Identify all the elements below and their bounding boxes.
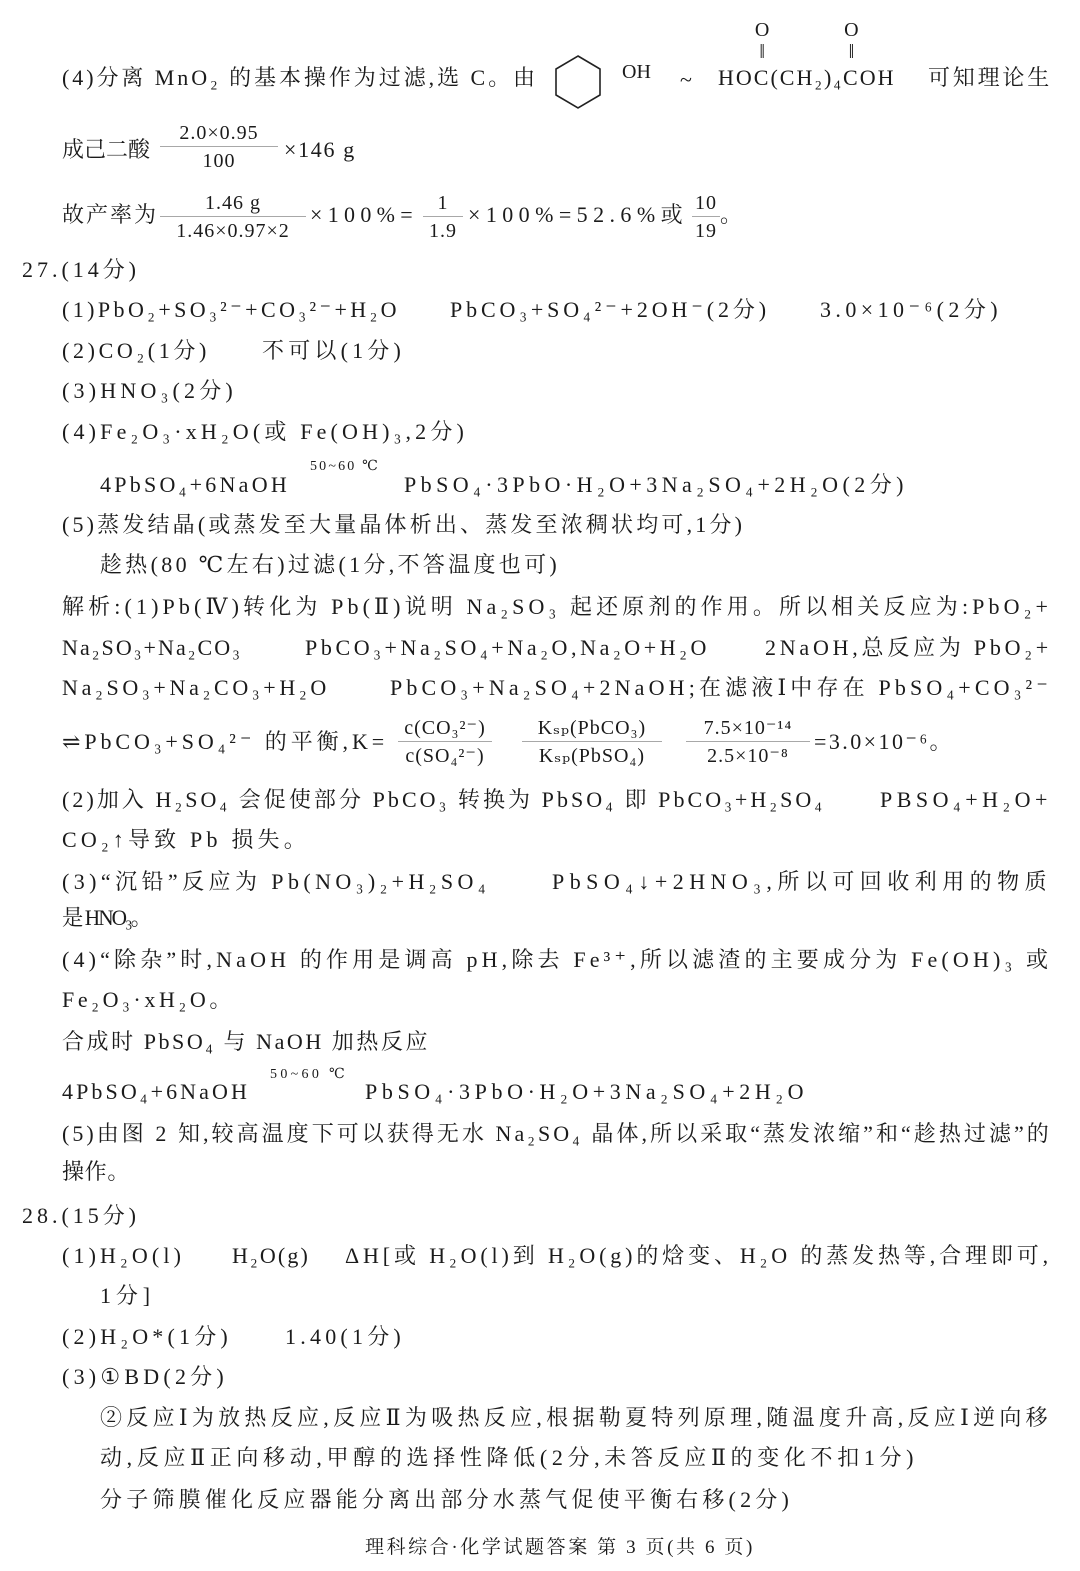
analysis-eq-right: PbSO₄·3PbO·H₂O+3Na₂SO₄+2H₂O (365, 1079, 809, 1104)
page-footer: 理科综合·化学试题答案 第 3 页(共 6 页) (365, 1537, 755, 1558)
carbonyl-carbon-left (753, 19, 771, 90)
q28-a2-species: (2)H₂O*(1分) (62, 1324, 232, 1349)
fraction-denominator: 1.9 (429, 220, 457, 242)
q26-line1-lead: (4)分离 MnO₂ 的基本操作为过滤,选 C。由 (62, 65, 538, 90)
q28-a1-note: ΔH[或 H₂O(l)到 H₂O(g)的焓变、H₂O 的蒸发热等,合理即可, (345, 1243, 1053, 1268)
q28-a3-2-line3: 分子筛膜催化反应器能分离出部分水蒸气促使平衡右移(2分) (100, 1487, 793, 1512)
q27-heading: 27.(14分) (22, 257, 140, 282)
fraction-denominator: 100 (202, 150, 236, 172)
q26-line1-tail: 可知理论生 (928, 65, 1053, 90)
analysis-line-2b: PbCO₃+Na₂SO₄+Na₂O,Na₂O+H₂O (305, 635, 711, 660)
analysis-line-7a: (3)“沉铅”反应为 Pb(NO₃)₂+H₂SO₄ (62, 869, 490, 894)
fraction-numerator: 7.5×10⁻¹⁴ (686, 715, 810, 742)
fraction-denominator: c(SO₄²⁻) (405, 745, 485, 767)
analysis-eq-left: 4PbSO₄+6NaOH (62, 1079, 250, 1104)
analysis-line-2c: 2NaOH,总反应为 PbO₂+ (765, 635, 1052, 660)
analysis-line-7b: PbSO₄↓+2HNO₃,所以可回收利用的物质 (552, 869, 1053, 894)
q28-a3-2-line2: 动,反应Ⅱ正向移动,甲醇的选择性降低(2分,未答反应Ⅱ的变化不扣1分) (100, 1445, 919, 1470)
q26-line2-lead: 成己二酸 (62, 137, 151, 162)
analysis-line-6: CO₂↑导致 Pb 损失。 (62, 827, 310, 852)
fraction-numerator: c(CO₃²⁻) (398, 715, 492, 742)
carbonyl-oxygen-left: O (754, 19, 770, 41)
analysis-line-5a: (2)加入 H₂SO₄ 会促使部分 PbCO₃ 转换为 PbSO₄ 即 PbCO₃+H₂SO₄ (62, 787, 826, 812)
fraction-numerator: 2.0×0.95 (160, 120, 278, 147)
q27-a1-k: 3.0×10⁻⁶(2分) (820, 297, 1003, 322)
analysis-line-4-lead: ⇌PbCO₃+SO₄²⁻ 的平衡,K= (62, 729, 389, 754)
carbonyl-carbon-right (843, 19, 860, 90)
q26-line3-end: 。 (720, 202, 743, 227)
fraction-numerator: 1 (423, 190, 463, 217)
analysis-line-8: 是 HNO₃。 (62, 905, 151, 930)
analysis-line-9: (4)“除杂”时,NaOH 的作用是调高 pH,除去 Fe³⁺,所以滤渣的主要成分为 Fe(OH)₃ 或 (62, 947, 1053, 972)
fraction-numerator: Kₛₚ(PbCO₃) (522, 715, 662, 742)
q27-a3: (3)HNO₃(2分) (62, 378, 237, 403)
q28-a1-gas: H₂O(g) (232, 1243, 310, 1268)
reaction-condition: 50~60 ℃ (270, 1067, 348, 1082)
analysis-line-10: Fe₂O₃·xH₂O。 (62, 987, 236, 1012)
fraction-concentration-ratio (398, 715, 492, 769)
acid-part-chain: (CH₂)₄ (770, 65, 844, 90)
fraction-numeric-ratio (686, 715, 810, 769)
fraction-yield-2 (423, 190, 463, 244)
fraction-yield-3 (692, 190, 720, 244)
analysis-line-13: (5)由图 2 知,较高温度下可以获得无水 Na₂SO₄ 晶体,所以采取“蒸发浓缩”和“趁热过滤”的 (62, 1121, 1052, 1146)
fraction-denominator: 2.5×10⁻⁸ (707, 745, 789, 767)
acid-part-ho: HO (718, 65, 754, 90)
fraction-numerator: 1.46 g (160, 190, 306, 217)
fraction-denominator: 19 (695, 220, 717, 242)
q26-line3-lead: 故产率为 (62, 202, 159, 227)
q26-line3-mid1: ×100%= (310, 202, 419, 227)
q28-a2-value: 1.40(1分) (285, 1324, 405, 1349)
q28-a3-2-line1: ②反应Ⅰ为放热反应,反应Ⅱ为吸热反应,根据勒夏特列原理,随温度升高,反应Ⅰ逆向移 (100, 1405, 1052, 1430)
acid-part-c2: C (843, 65, 860, 90)
q27-a4-eq-left: 4PbSO₄+6NaOH (100, 472, 290, 497)
q26-line3-mid2: ×100%=52.6%或 (468, 202, 689, 227)
q27-a4-eq-right: PbSO₄·3PbO·H₂O+3Na₂SO₄+2H₂O(2分) (404, 472, 908, 497)
hydroxyl-label: OH (622, 61, 651, 83)
q27-a5-b: 趁热(80 ℃左右)过滤(1分,不答温度也可) (100, 552, 561, 577)
q27-a1-left: (1)PbO₂+SO₃²⁻+CO₃²⁻+H₂O (62, 297, 400, 322)
cyclohexane-ring-icon (550, 50, 606, 112)
analysis-line-3b: PbCO₃+Na₂SO₄+2NaOH;在滤液Ⅰ中存在 PbSO₄+CO₃²⁻ (390, 675, 1053, 700)
analysis-line-11: 合成时 PbSO₄ 与 NaOH 加热反应 (62, 1029, 431, 1054)
fraction-ksp-ratio (522, 715, 662, 769)
fraction-denominator: Kₛₚ(PbSO₄) (538, 745, 646, 767)
q27-a5: (5)蒸发结晶(或蒸发至大量晶体析出、蒸发至浓稠状均可,1分) (62, 512, 746, 537)
analysis-line-14: 操作。 (62, 1159, 130, 1184)
fraction-denominator: 1.46×0.97×2 (176, 220, 290, 242)
fraction-numerator: 10 (692, 190, 720, 217)
acid-part-c1: C (753, 65, 771, 90)
reaction-condition: 50~60 ℃ (310, 459, 380, 474)
q28-heading: 28.(15分) (22, 1203, 140, 1228)
analysis-line-2a: Na₂SO₃+Na₂CO₃ (62, 635, 242, 660)
q26-line2-tail: ×146 g (284, 137, 356, 162)
carbonyl-oxygen-right: O (844, 19, 859, 41)
analysis-line-1: 解析:(1)Pb(Ⅳ)转化为 Pb(Ⅱ)说明 Na₂SO₃ 起还原剂的作用。所以相关反应为:PbO₂+ (62, 594, 1053, 619)
adipic-acid-formula (718, 19, 896, 90)
q27-a4: (4)Fe₂O₃·xH₂O(或 Fe(OH)₃,2分) (62, 419, 468, 444)
analysis-line-5b: PBSO₄+H₂O+ (880, 787, 1052, 812)
q28-a3-1: (3)①BD(2分) (62, 1364, 228, 1389)
analysis-line-4-tail: =3.0×10⁻⁶。 (814, 729, 954, 754)
correspondence-tilde: ~ (680, 67, 692, 92)
fraction-yield-1 (160, 190, 306, 244)
q27-a2-judgement: 不可以(1分) (262, 338, 405, 363)
q28-a1-score: 1分] (100, 1283, 155, 1308)
acid-part-oh: OH (859, 65, 896, 90)
analysis-line-3a: Na₂SO₃+Na₂CO₃+H₂O (62, 675, 330, 700)
q27-a1-right: PbCO₃+SO₄²⁻+2OH⁻(2分) (450, 297, 770, 322)
q28-a1-liquid: (1)H₂O(l) (62, 1243, 186, 1268)
double-bond-left: ‖ (759, 41, 765, 63)
double-bond-right: ‖ (848, 41, 855, 63)
q27-a2-gas: (2)CO₂(1分) (62, 338, 211, 363)
fraction-theoretical-mass (160, 120, 278, 174)
